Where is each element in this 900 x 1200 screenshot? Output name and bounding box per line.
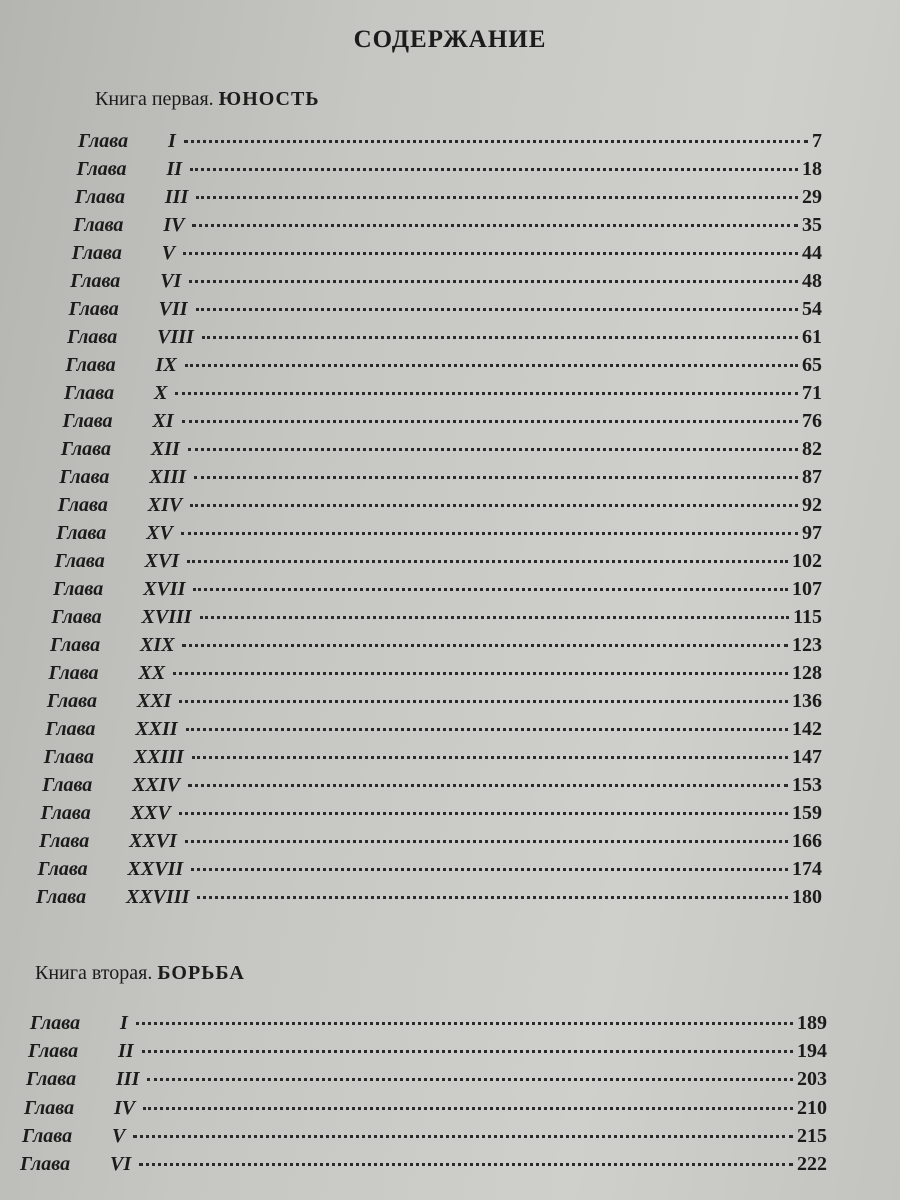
chapter-number: XV	[146, 522, 173, 544]
dot-leader	[184, 139, 808, 143]
dot-leader	[196, 307, 798, 311]
chapter-number: XIII	[149, 466, 187, 488]
dot-leader	[190, 503, 798, 507]
toc-entry	[55, 550, 822, 578]
toc-entry	[78, 130, 822, 158]
chapter-word: Глава	[70, 270, 121, 292]
dot-leader	[185, 363, 798, 367]
chapter-number: IV	[163, 214, 185, 236]
book-label: Книга первая.	[95, 88, 214, 110]
page-number: 153	[791, 774, 822, 796]
toc-entry	[61, 438, 822, 466]
page-number: 174	[791, 858, 822, 880]
page-number: 18	[801, 158, 822, 180]
page-number: 48	[801, 270, 822, 292]
toc-entry	[39, 830, 822, 858]
book-name: ЮНОСТЬ	[218, 88, 320, 110]
page-number: 61	[801, 326, 822, 348]
toc-entry	[64, 382, 822, 410]
dot-leader	[139, 1162, 793, 1166]
toc-entry	[56, 522, 822, 550]
dot-leader	[190, 167, 798, 171]
chapter-word: Глава	[43, 746, 94, 768]
dot-leader	[193, 587, 788, 591]
toc-entry	[50, 634, 822, 662]
page-number: 29	[801, 186, 822, 208]
page-number: 147	[791, 746, 822, 768]
toc-entry	[76, 158, 822, 186]
page-number: 128	[791, 662, 822, 684]
chapter-word: Глава	[39, 830, 90, 852]
page-number: 136	[791, 690, 822, 712]
dot-leader	[182, 419, 798, 423]
chapter-number: XIV	[147, 494, 183, 516]
book-heading	[95, 88, 320, 111]
chapter-number: XXII	[135, 718, 178, 740]
dot-leader	[133, 1134, 793, 1138]
page-number: 71	[802, 382, 822, 404]
chapter-word: Глава	[71, 242, 122, 264]
page-number: 166	[791, 830, 822, 852]
chapter-word: Глава	[36, 886, 87, 908]
dot-leader	[136, 1021, 793, 1025]
toc-entry	[30, 1012, 827, 1040]
dot-leader	[196, 195, 798, 199]
dot-leader	[142, 1049, 793, 1053]
chapter-number: XX	[138, 662, 166, 684]
dot-leader	[202, 335, 798, 339]
toc-entry	[47, 690, 822, 718]
chapter-word: Глава	[28, 1040, 79, 1063]
chapter-word: Глава	[74, 186, 125, 208]
chapter-number: V	[161, 242, 176, 264]
toc-entry	[58, 494, 822, 522]
page-number: 189	[797, 1012, 827, 1034]
chapter-number: II	[166, 158, 183, 180]
toc-entry	[20, 1153, 827, 1181]
book-label: Книга вторая.	[35, 962, 153, 984]
chapter-number: IV	[114, 1096, 136, 1119]
chapter-number: XII	[150, 438, 180, 460]
page-number: 76	[801, 410, 822, 432]
toc-entry	[26, 1068, 827, 1096]
toc-entry	[69, 298, 822, 326]
toc-entry	[52, 606, 822, 634]
page-number: 222	[797, 1153, 827, 1175]
chapter-number: XI	[152, 410, 174, 432]
dot-leader	[192, 755, 788, 759]
chapter-number: V	[112, 1124, 126, 1147]
chapter-word: Глава	[67, 326, 118, 348]
chapter-number: XIX	[140, 634, 175, 656]
chapter-number: XXV	[130, 802, 171, 824]
toc-entry	[67, 326, 822, 354]
chapter-word: Глава	[50, 634, 101, 656]
page-number: 54	[801, 298, 822, 320]
chapter-number: XVI	[144, 550, 180, 572]
toc-entry	[28, 1040, 827, 1068]
chapter-word: Глава	[56, 522, 107, 544]
page-number: 194	[797, 1040, 827, 1063]
toc-entry	[24, 1097, 827, 1125]
page-number: 35	[801, 214, 822, 236]
page-number: 102	[791, 550, 822, 572]
chapter-number: VI	[110, 1153, 132, 1175]
page-number: 142	[791, 718, 822, 740]
chapter-word: Глава	[62, 410, 113, 432]
chapter-number: VII	[158, 298, 188, 320]
page-number: 210	[797, 1096, 827, 1119]
dot-leader	[175, 391, 798, 395]
chapter-number: XVII	[143, 578, 186, 600]
toc-entry	[72, 242, 822, 270]
toc-entry	[70, 270, 822, 298]
chapter-number: XVIII	[141, 606, 192, 628]
page-number: 7	[812, 130, 822, 152]
dot-leader	[200, 615, 790, 619]
toc-entry	[73, 214, 822, 242]
page-number: 123	[792, 634, 822, 656]
chapter-number: XXVII	[127, 858, 184, 880]
chapter-word: Глава	[51, 606, 102, 628]
chapter-number: II	[118, 1040, 134, 1063]
chapter-word: Глава	[26, 1068, 77, 1091]
dot-leader	[183, 251, 798, 255]
chapter-word: Глава	[65, 354, 116, 376]
chapter-number: I	[168, 130, 176, 152]
chapter-word: Глава	[42, 774, 93, 796]
page-number: 180	[792, 886, 822, 908]
dot-leader	[182, 643, 788, 647]
chapter-word: Глава	[30, 1012, 81, 1034]
chapter-number: XXVI	[129, 830, 177, 852]
chapter-word: Глава	[48, 662, 99, 684]
page-number: 87	[801, 466, 822, 488]
chapter-word: Глава	[45, 718, 96, 740]
book-name: БОРЬБА	[157, 962, 245, 984]
dot-leader	[185, 839, 788, 843]
dot-leader	[143, 1106, 793, 1110]
chapter-number: III	[164, 186, 189, 208]
chapter-number: XXIII	[133, 746, 184, 768]
chapter-word: Глава	[40, 802, 91, 824]
dot-leader	[186, 727, 788, 731]
chapter-number: XXIV	[132, 774, 181, 796]
page-title: СОДЕРЖАНИЕ	[353, 26, 547, 53]
page-number: 115	[793, 606, 822, 628]
page-number: 44	[801, 242, 822, 264]
dot-leader	[197, 895, 788, 899]
chapter-word: Глава	[68, 298, 119, 320]
toc-entry	[22, 1125, 827, 1153]
dot-leader	[187, 559, 788, 563]
dot-leader	[173, 671, 788, 675]
toc-entry	[45, 718, 822, 746]
chapter-number: XXI	[136, 690, 172, 712]
chapter-number: X	[154, 382, 168, 404]
chapter-word: Глава	[57, 494, 108, 516]
page-number: 215	[797, 1124, 827, 1147]
chapter-number: I	[120, 1012, 128, 1034]
chapter-number: XXVIII	[126, 886, 190, 908]
chapter-number: VI	[160, 270, 182, 292]
dot-leader	[191, 867, 788, 871]
toc-entry	[41, 802, 822, 830]
chapter-word: Глава	[78, 130, 129, 152]
chapter-word: Глава	[73, 214, 124, 236]
toc-entry	[48, 662, 822, 690]
chapter-word: Глава	[24, 1096, 75, 1119]
page-number: 82	[801, 438, 822, 460]
dot-leader	[188, 447, 798, 451]
toc-entry	[38, 858, 822, 886]
dot-leader	[179, 811, 788, 815]
chapter-word: Глава	[60, 438, 111, 460]
book-heading	[35, 962, 245, 985]
page-number: 159	[791, 802, 822, 824]
toc-entry	[44, 746, 822, 774]
dot-leader	[188, 783, 788, 787]
toc-entry	[42, 774, 822, 802]
page-number: 92	[801, 494, 822, 516]
dot-leader	[179, 699, 788, 703]
toc-entry	[53, 578, 822, 606]
dot-leader	[194, 475, 798, 479]
dot-leader	[147, 1077, 793, 1081]
dot-leader	[192, 223, 798, 227]
chapter-word: Глава	[54, 550, 105, 572]
chapter-word: Глава	[46, 690, 97, 712]
page-number: 107	[791, 578, 822, 600]
chapter-word: Глава	[64, 382, 115, 404]
page-number: 65	[801, 354, 822, 376]
page-number: 203	[797, 1068, 827, 1091]
page-number: 97	[801, 522, 822, 544]
chapter-word: Глава	[76, 158, 127, 180]
dot-leader	[189, 279, 798, 283]
dot-leader	[181, 531, 798, 535]
chapter-number: VIII	[157, 326, 194, 348]
toc-entry	[66, 354, 822, 382]
toc-entry	[75, 186, 822, 214]
toc-entry	[59, 466, 822, 494]
toc-entry	[36, 886, 822, 914]
chapter-word: Глава	[53, 578, 104, 600]
chapter-number: III	[116, 1068, 140, 1091]
chapter-number: IX	[155, 354, 177, 376]
toc-entry	[62, 410, 822, 438]
chapter-word: Глава	[20, 1153, 71, 1175]
chapter-word: Глава	[37, 858, 88, 880]
chapter-word: Глава	[59, 466, 110, 488]
chapter-word: Глава	[22, 1124, 73, 1147]
